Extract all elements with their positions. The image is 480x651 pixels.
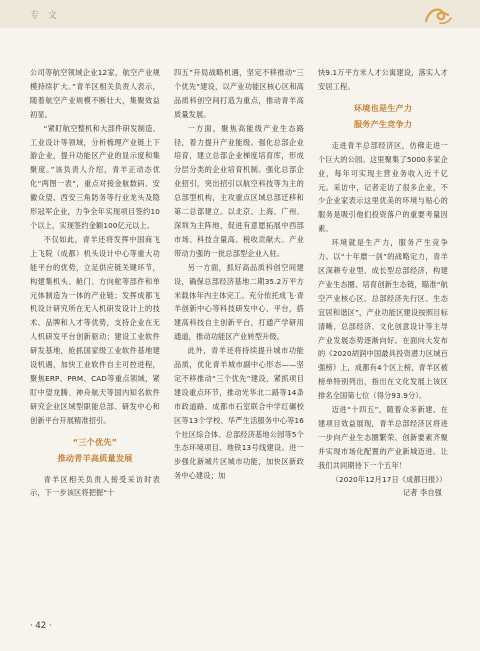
header-band [0, 0, 480, 28]
paragraph: 此外，青羊还将持续提升城市功能品质，优化青羊城市副中心形态——坚定不移推动“三个优先”建设，紧抓项目建设重点环节，推动光华北二路等14条市政道路、成都市石室联合中学红碾校区等13个学校、华严生活服务中心等16个社区综合体、总部经济基地公园等5个生态环境项目、地铁13号线建设。进一步强化新城片区城市功能，加快区新政务中心建设；加 [174, 346, 304, 481]
paragraph: “紧盯航空整机和大部件研发制造、工业设计等领域，分析梳理产业链上下游企业，提升功能区产业的显示度和集聚度。”该负责人介绍，青羊正动态优化“两图一表”，重点对接金航数码、安徽众望、西安三角防务等行业龙头及隐形冠军企业，力争全年实现项目签约10个以上，实现签约金额100亿元以上。 [30, 123, 160, 230]
paragraph: 不仅如此，青羊还将发挥中国商飞上飞院（成都）机头设计中心等重大功能平台的优势，立足供应链关键环节，构建集机头、舱门、方向舵等部件和单元体制造为一体的产业链；发挥成都飞机设计研究所在无人机研发设计上的技术、品牌和人才等优势，支持企业在无人机研发平台创新驱动；建设工业软件研发基地，抢抓国家级工业软件基地建设机遇，加快工业软件自主可控进程，聚焦ERP、PRM、CAD等重点领域，紧盯中望龙腾、神舟航天等国内知名软件研究企业区域型职能总部、研发中心和创新平台开展精准招引。 [30, 234, 160, 425]
section-heading-line: 推动青羊高质量发展 [57, 452, 133, 463]
text-column-3 [318, 66, 448, 500]
paragraph: 青羊区相关负责人接受采访时表示，下一步该区将把握“十 [30, 474, 160, 498]
paragraph: 另一方面，抓好高品质科创空间建设，确保总部经济基地二期35.2万平方米载体年内主体完工。充分依托成飞·青羊创新中心等科技研发中心、平台，搭建高科技自主创新平台，打通产学研用通道，推动功能区产业转型升级。 [174, 262, 304, 342]
paragraph: 四五”开局战略机遇，坚定不移推动“三个优先”建设，以产业功能区核心区和高品质科创空间打造为重点，推动青羊高质量发展。 [174, 68, 304, 119]
paragraph: 一方面，聚焦高能级产业生态路径，着力提升产业能级。强化总部企业培育，建立总部企业梯度培育库，形成分层分类的企业培育机制。强化总部企业招引，突出招引以航空科技等为主的总部型机构，主攻重点区域总部迁移和第二总部建立。以北京、上海、广州、深圳为主阵地，促进有意愿拓展中西部市场、科技含量高、税收贡献大、产业带动力强的一批总部型企业入驻。 [174, 123, 304, 258]
paragraph: 快9.1万平方米人才公寓建设，落实人才安居工程。 [318, 68, 448, 91]
byline: 记者 李自强 [402, 488, 442, 498]
source-citation: （2020年12月17日《成都日报》） [331, 474, 447, 484]
page-number: · 42 · [30, 621, 52, 631]
section-heading-line: 环境也是生产力 [353, 102, 413, 113]
paragraph: 走进青羊总部经济区，仿佛走进一个巨大的公园。这里聚集了5000多家企业，每年可实现主营业务收入近千亿元。采访中，记者走访了很多企业，不少企业家表示这里优美的环境与贴心的服务是吸引他们投资落户的重要考量因素。 [318, 140, 448, 234]
section-heading-line: 服务产生竞争力 [353, 118, 413, 129]
text-column-2 [174, 66, 304, 483]
paragraph: 环境就是生产力，服务产生竞争力。以“十年磨一剑”的战略定力，青羊区深耕专业型、成长型总部经济，构建产业生态圈、培育创新生态链，瞄准“航空产业核心区、总部经济先行区、生态宜居和谐区”，产业功能区建设按照目标清晰、总部经济、文化创意设计等主导产业发展态势逐渐向好。在面向大发布的《2020胡润中国最具投资潜力区域百强榜》上，成都有4个区上榜，青羊区被榜单特别列出，指出在文化发展上该区排名全国第七位（得分93.9分）。 [318, 238, 448, 401]
decorative-swirl-icon [422, 3, 454, 27]
section-label: 专 文 [30, 11, 60, 21]
paragraph: 迈进“十四五”，随着众多新建、在建项目效益展现，青羊总部经济区将进一步向产业生态圈繁荣、创新要素齐聚并实现市场化配置的产业新城迈进。让我们共同期待下一个五年！ [318, 405, 448, 470]
text-column-1 [30, 66, 160, 500]
section-heading-line: “三个优先” [72, 436, 118, 447]
paragraph: 公司等航空领域企业12家，航空产业规模持续扩大。”青羊区相关负责人表示，随着航空产业规模不断壮大，集聚效益初显。 [30, 68, 160, 119]
